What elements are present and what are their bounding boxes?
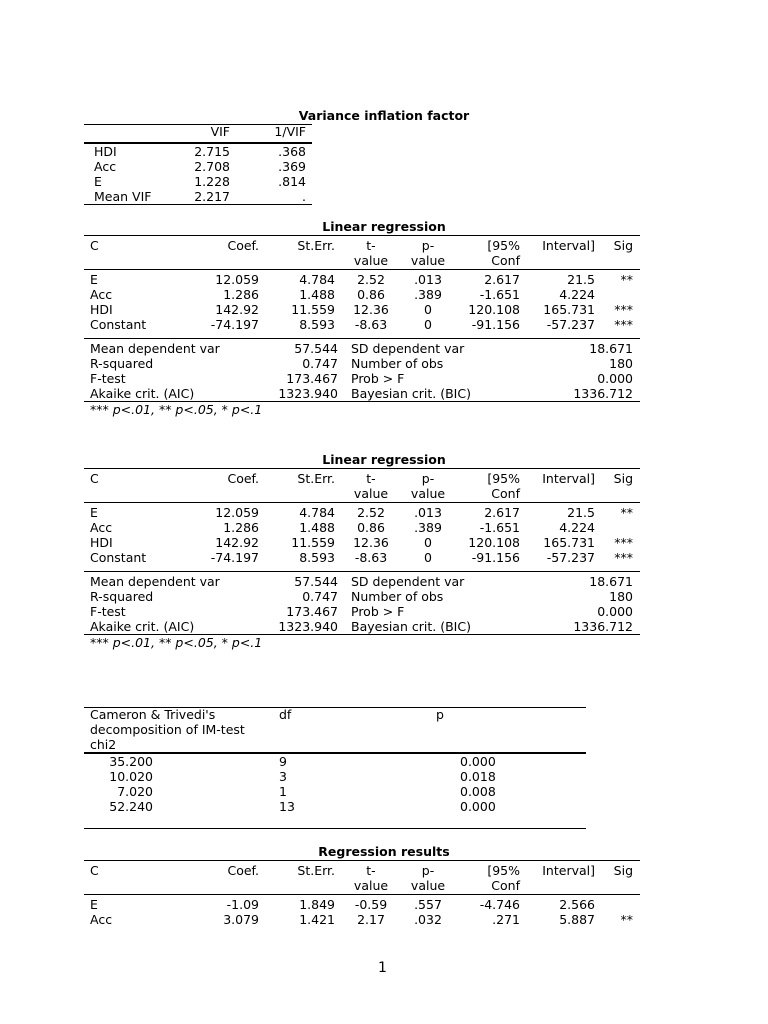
- reg2-stat-value: 1336.712: [573, 619, 633, 634]
- reg1-header-0: C: [90, 238, 99, 253]
- vif-cell: 1.228: [194, 174, 230, 189]
- reg3-cell: Acc: [90, 912, 113, 927]
- reg2-cell: ***: [614, 550, 633, 565]
- reg3-cell: 2.17: [357, 912, 385, 927]
- reg1-header-6: Interval]: [542, 238, 595, 253]
- page-number: 1: [378, 960, 387, 976]
- imtest-header-chi2: decomposition of IM-test: [90, 722, 245, 737]
- reg1-stat-value: 173.467: [286, 371, 338, 386]
- reg2-header-0: C: [90, 471, 99, 486]
- reg1-cell: 1.286: [223, 287, 259, 302]
- reg2-cell: 1.286: [223, 520, 259, 535]
- reg2-header-2: St.Err.: [297, 471, 335, 486]
- reg1-stat-value: 57.544: [294, 341, 338, 356]
- reg2-cell: .389: [414, 520, 442, 535]
- reg3-cell: 1.849: [299, 897, 335, 912]
- reg1-cell: -57.237: [546, 317, 595, 332]
- vif-cell: Acc: [94, 159, 117, 174]
- reg2-stat-label: R-squared: [90, 589, 154, 604]
- reg1-stat-label: F-test: [90, 371, 126, 386]
- reg2-stat-value: 18.671: [589, 574, 633, 589]
- vif-cell: .368: [278, 144, 306, 159]
- reg3-cell: **: [620, 912, 633, 927]
- reg3-header-6: Interval]: [542, 863, 595, 878]
- reg2-cell: 165.731: [543, 535, 595, 550]
- reg2-header-4: value: [410, 486, 446, 501]
- reg3-header-rule: [84, 894, 640, 895]
- reg3-cell: -4.746: [479, 897, 520, 912]
- reg1-header-2: St.Err.: [297, 238, 335, 253]
- reg1-cell: HDI: [90, 302, 113, 317]
- imtest-chi2: 7.020: [117, 784, 153, 799]
- reg1-cell: -74.197: [210, 317, 259, 332]
- reg2-cell: **: [620, 505, 633, 520]
- reg3-top-rule: [84, 860, 640, 861]
- reg3-header-3: value: [353, 878, 389, 893]
- reg2-cell: -57.237: [546, 550, 595, 565]
- reg1-cell: ***: [614, 302, 633, 317]
- reg1-cell: 4.224: [559, 287, 595, 302]
- reg1-header-5: Conf: [491, 253, 520, 268]
- reg2-header-1: Coef.: [227, 471, 259, 486]
- reg2-top-rule: [84, 468, 640, 469]
- reg1-title: Linear regression: [322, 219, 446, 234]
- reg1-cell: 2.52: [357, 272, 385, 287]
- reg3-cell: -1.09: [226, 897, 259, 912]
- reg1-cell: 120.108: [468, 302, 520, 317]
- imtest-bottom-rule: [84, 828, 586, 829]
- reg2-stat-value: 173.467: [286, 604, 338, 619]
- reg1-header-3: t-: [366, 238, 376, 253]
- reg2-cell: 11.559: [291, 535, 335, 550]
- vif-cell: 2.708: [194, 159, 230, 174]
- reg1-cell: -91.156: [471, 317, 520, 332]
- imtest-header-chi2: Cameron & Trivedi's: [90, 707, 216, 722]
- reg2-stat-label: SD dependent var: [351, 574, 465, 589]
- reg2-cell: -74.197: [210, 550, 259, 565]
- reg2-stat-label: Akaike crit. (AIC): [90, 619, 195, 634]
- reg3-header-7: Sig: [613, 863, 633, 878]
- vif-bottom-rule: [84, 204, 312, 205]
- reg2-stat-value: 0.000: [597, 604, 633, 619]
- reg2-cell: 21.5: [567, 505, 595, 520]
- reg1-cell: .013: [414, 272, 442, 287]
- reg1-stats-top-rule: [84, 338, 640, 339]
- reg2-header-rule: [84, 502, 640, 503]
- imtest-df: 13: [279, 799, 295, 814]
- reg1-cell: ***: [614, 317, 633, 332]
- reg2-cell: 1.488: [299, 520, 335, 535]
- reg1-stat-label: SD dependent var: [351, 341, 465, 356]
- reg1-cell: -8.63: [354, 317, 388, 332]
- reg3-cell: -0.59: [354, 897, 388, 912]
- reg1-header-3: value: [353, 253, 389, 268]
- reg2-header-5: [95%: [487, 471, 520, 486]
- reg3-header-5: [95%: [487, 863, 520, 878]
- imtest-chi2: 35.200: [109, 754, 153, 769]
- reg1-stat-label: Mean dependent var: [90, 341, 220, 356]
- vif-cell: 2.217: [194, 189, 230, 204]
- reg1-stat-label: R-squared: [90, 356, 154, 371]
- reg1-cell: 4.784: [299, 272, 335, 287]
- reg2-header-5: Conf: [491, 486, 520, 501]
- imtest-df: 1: [279, 784, 287, 799]
- reg2-header-3: value: [353, 486, 389, 501]
- reg1-cell: 8.593: [299, 317, 335, 332]
- reg3-header-1: Coef.: [227, 863, 259, 878]
- reg2-stats-top-rule: [84, 571, 640, 572]
- reg3-cell: 3.079: [223, 912, 259, 927]
- reg2-header-6: Interval]: [542, 471, 595, 486]
- imtest-header-rule: [84, 752, 586, 754]
- reg2-stat-value: 180: [609, 589, 633, 604]
- reg2-header-7: Sig: [613, 471, 633, 486]
- reg1-cell: **: [620, 272, 633, 287]
- reg2-stat-label: F-test: [90, 604, 126, 619]
- vif-cell: .369: [278, 159, 306, 174]
- reg3-cell: E: [90, 897, 98, 912]
- imtest-header-df: df: [279, 707, 292, 722]
- reg2-header-3: t-: [366, 471, 376, 486]
- reg2-cell: 142.92: [215, 535, 259, 550]
- reg1-cell: E: [90, 272, 98, 287]
- reg1-cell: 142.92: [215, 302, 259, 317]
- reg1-stat-value: 0.747: [302, 356, 338, 371]
- reg3-cell: 1.421: [299, 912, 335, 927]
- reg2-stat-value: 57.544: [294, 574, 338, 589]
- reg1-cell: 11.559: [291, 302, 335, 317]
- reg2-cell: 2.52: [357, 505, 385, 520]
- reg2-cell: 12.059: [215, 505, 259, 520]
- reg2-cell: 4.224: [559, 520, 595, 535]
- reg1-header-4: value: [410, 253, 446, 268]
- reg2-cell: 4.784: [299, 505, 335, 520]
- reg3-header-3: t-: [366, 863, 376, 878]
- reg1-stat-label: Bayesian crit. (BIC): [351, 386, 471, 401]
- imtest-p: 0.008: [460, 784, 496, 799]
- reg1-stat-label: Prob > F: [351, 371, 405, 386]
- vif-cell: Mean VIF: [94, 189, 152, 204]
- vif-cell: .: [302, 189, 306, 204]
- reg3-header-0: C: [90, 863, 99, 878]
- reg3-cell: .557: [414, 897, 442, 912]
- reg1-cell: 1.488: [299, 287, 335, 302]
- reg2-stat-value: 1323.940: [278, 619, 338, 634]
- reg2-stat-label: Number of obs: [351, 589, 444, 604]
- reg1-stat-value: 18.671: [589, 341, 633, 356]
- reg2-cell: 8.593: [299, 550, 335, 565]
- reg1-cell: -1.651: [479, 287, 520, 302]
- reg2-stat-label: Bayesian crit. (BIC): [351, 619, 471, 634]
- reg1-header-7: Sig: [613, 238, 633, 253]
- reg3-cell: 2.566: [559, 897, 595, 912]
- vif-cell: .814: [278, 174, 306, 189]
- reg1-stat-label: Akaike crit. (AIC): [90, 386, 195, 401]
- imtest-header-p: p: [436, 707, 444, 722]
- imtest-chi2: 52.240: [109, 799, 153, 814]
- reg1-header-5: [95%: [487, 238, 520, 253]
- reg2-cell: -1.651: [479, 520, 520, 535]
- reg2-significance-note: *** p<.01, ** p<.05, * p<.1: [90, 635, 263, 650]
- reg2-cell: E: [90, 505, 98, 520]
- reg3-header-4: value: [410, 878, 446, 893]
- reg1-stat-value: 180: [609, 356, 633, 371]
- imtest-chi2: 10.020: [109, 769, 153, 784]
- reg1-cell: 0.86: [357, 287, 385, 302]
- reg1-cell: Constant: [90, 317, 147, 332]
- vif-cell: 2.715: [194, 144, 230, 159]
- reg2-title: Linear regression: [322, 452, 446, 467]
- reg3-header-5: Conf: [491, 878, 520, 893]
- reg1-cell: Acc: [90, 287, 113, 302]
- reg1-cell: .389: [414, 287, 442, 302]
- imtest-df: 3: [279, 769, 287, 784]
- vif-cell: HDI: [94, 144, 117, 159]
- reg3-cell: .271: [492, 912, 520, 927]
- reg1-stat-value: 0.000: [597, 371, 633, 386]
- reg3-header-4: p-: [421, 863, 435, 878]
- vif-title: Variance inflation factor: [298, 108, 470, 123]
- vif-header-1: VIF: [210, 124, 230, 139]
- imtest-header-chi2: chi2: [90, 737, 117, 752]
- reg1-cell: 2.617: [484, 272, 520, 287]
- imtest-df: 9: [279, 754, 287, 769]
- reg2-cell: Constant: [90, 550, 147, 565]
- reg2-cell: 0.86: [357, 520, 385, 535]
- reg1-cell: 21.5: [567, 272, 595, 287]
- reg2-stat-label: Mean dependent var: [90, 574, 220, 589]
- imtest-p: 0.018: [460, 769, 496, 784]
- reg1-cell: 12.059: [215, 272, 259, 287]
- reg3-header-2: St.Err.: [297, 863, 335, 878]
- reg2-cell: .013: [414, 505, 442, 520]
- reg1-cell: 165.731: [543, 302, 595, 317]
- reg2-cell: ***: [614, 535, 633, 550]
- reg1-header-rule: [84, 269, 640, 270]
- reg2-cell: 0: [424, 550, 432, 565]
- reg2-cell: Acc: [90, 520, 113, 535]
- reg1-header-1: Coef.: [227, 238, 259, 253]
- reg1-top-rule: [84, 235, 640, 236]
- reg2-cell: 2.617: [484, 505, 520, 520]
- reg1-stat-label: Number of obs: [351, 356, 444, 371]
- reg2-cell: -8.63: [354, 550, 388, 565]
- reg2-cell: 12.36: [353, 535, 389, 550]
- reg1-cell: 12.36: [353, 302, 389, 317]
- reg1-cell: 0: [424, 317, 432, 332]
- reg2-header-4: p-: [421, 471, 435, 486]
- reg2-cell: 0: [424, 535, 432, 550]
- reg2-cell: -91.156: [471, 550, 520, 565]
- reg2-cell: HDI: [90, 535, 113, 550]
- imtest-p: 0.000: [460, 799, 496, 814]
- reg3-cell: .032: [414, 912, 442, 927]
- imtest-p: 0.000: [460, 754, 496, 769]
- reg1-header-4: p-: [421, 238, 435, 253]
- reg3-cell: 5.887: [559, 912, 595, 927]
- reg2-cell: 120.108: [468, 535, 520, 550]
- reg1-significance-note: *** p<.01, ** p<.05, * p<.1: [90, 402, 263, 417]
- reg1-cell: 0: [424, 302, 432, 317]
- reg2-stat-label: Prob > F: [351, 604, 405, 619]
- vif-header-2: 1/VIF: [274, 124, 306, 139]
- reg3-title: Regression results: [318, 844, 450, 859]
- vif-cell: E: [94, 174, 102, 189]
- reg2-stat-value: 0.747: [302, 589, 338, 604]
- reg1-stat-value: 1323.940: [278, 386, 338, 401]
- reg1-stat-value: 1336.712: [573, 386, 633, 401]
